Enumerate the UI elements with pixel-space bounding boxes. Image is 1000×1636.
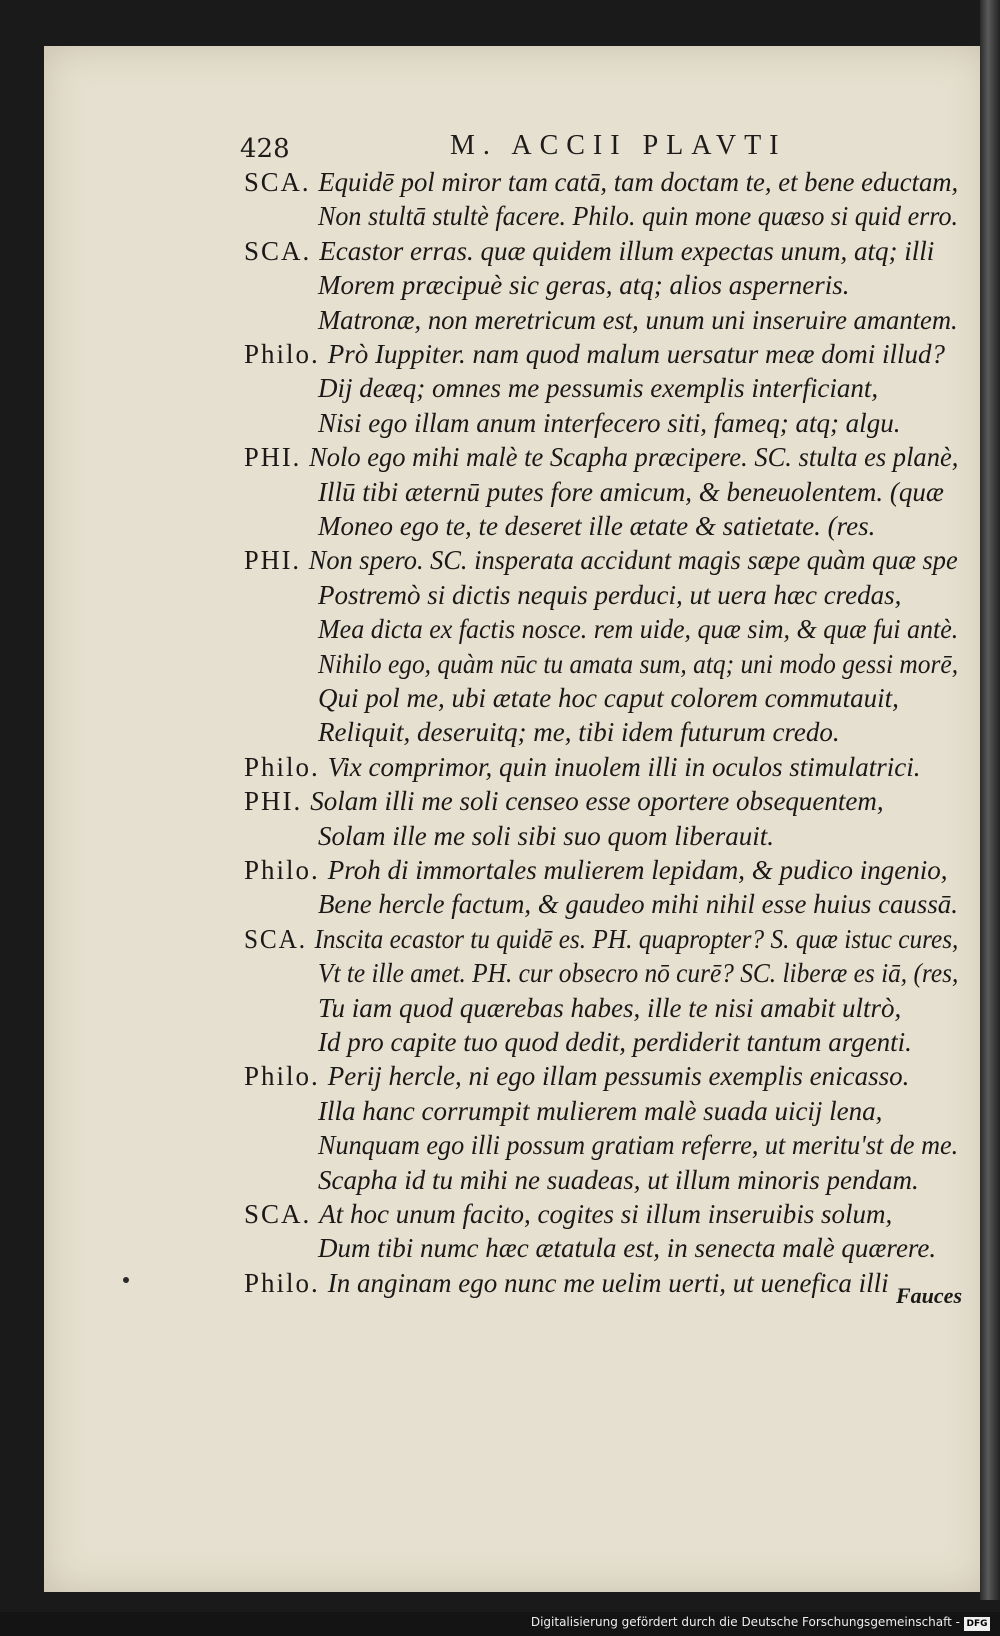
- footer-credit: Digitalisierung gefördert durch die Deutsche Forschungsgemeinschaft -: [530, 1615, 960, 1629]
- speaker-label: Philo.: [244, 1061, 320, 1092]
- digitization-footer: [0, 1612, 1000, 1636]
- text-line: [244, 338, 945, 370]
- verse-text: Solam illi me soli censeo esse oportere obsequentem,: [310, 786, 884, 817]
- speaker-label: SCA.: [244, 1199, 312, 1229]
- verse-text: Vix comprimor, quin inuolem illi in oculos stimulatrici.: [327, 751, 921, 782]
- verse-text: Dum tibi numc hæc ætatula est, in senecta malè quærere.: [318, 1233, 937, 1264]
- text-line: [318, 1232, 936, 1264]
- text-line: [244, 751, 921, 783]
- text-line: [318, 579, 901, 611]
- text-line: [244, 923, 958, 955]
- verse-text: Qui pol me, ubi ætate hoc caput colorem commutauit,: [318, 683, 899, 713]
- speaker-label: SCA.: [244, 923, 307, 954]
- text-line: [244, 235, 934, 267]
- text-line: [318, 648, 958, 680]
- verse-text: Id pro capite tuo quod dedit, perdiderit tantum argenti.: [318, 1027, 912, 1057]
- text-line: [318, 372, 878, 404]
- verse-text: Bene hercle factum, & gaudeo mihi nihil esse huius caussā.: [318, 889, 958, 920]
- text-line: [318, 1095, 882, 1127]
- text-line: [318, 992, 901, 1024]
- verse-text: Nolo ego mihi malè te Scapha præcipere. SC. stulta es planè,: [309, 442, 959, 473]
- verse-text: Nihilo ego, quàm nūc tu amata sum, atq; uni modo gessi morē,: [318, 648, 959, 679]
- text-line: [318, 1026, 912, 1058]
- text-line: [318, 613, 958, 645]
- page-header: [240, 130, 800, 170]
- verse-text: At hoc unum facito, cogites si illum inseruibis solum,: [319, 1199, 893, 1229]
- text-line: [318, 200, 958, 232]
- speaker-label: PHI.: [244, 442, 302, 473]
- text-line: [244, 441, 958, 473]
- verse-text: Mea dicta ex factis nosce. rem uide, quæ sim, & quæ fui antè.: [318, 614, 959, 645]
- text-line: [244, 166, 958, 198]
- folio-number: 428: [240, 134, 290, 164]
- text-line: [244, 854, 947, 886]
- verse-text: Illa hanc corrumpit mulierem malè suada uicij lena,: [318, 1095, 883, 1126]
- verse-text: Scapha id tu mihi ne suadeas, ut illum minoris pendam.: [318, 1164, 919, 1195]
- verse-text: Equidē pol miror tam catā, tam doctam te, et bene eductam,: [318, 167, 959, 197]
- verse-text: Tu iam quod quærebas habes, ille te nisi amabit ultrò,: [318, 992, 902, 1023]
- text-line: [244, 1198, 892, 1230]
- verse-text: Dij deæq; omnes me pessumis exemplis interficiant,: [318, 373, 879, 404]
- text-line: [318, 269, 849, 301]
- speaker-label: PHI.: [244, 786, 303, 817]
- speaker-label: SCA.: [244, 167, 311, 197]
- speaker-label: PHI.: [244, 545, 301, 576]
- speaker-label: Philo.: [244, 339, 320, 369]
- verse-text: Solam ille me soli sibi suo quom liberauit.: [318, 820, 774, 851]
- verse-text: Proh di immortales mulierem lepidam, & pudico ingenio,: [327, 855, 948, 885]
- verse-text: Vt te ille amet. PH. cur obsecro nō curē? SC. liberæ es iā, (res,: [318, 958, 959, 989]
- text-line: [244, 544, 958, 576]
- text-line: [318, 888, 958, 920]
- verse-text: Inscita ecastor tu quidē es. PH. quapropter? S. quæ istuc cures,: [314, 923, 959, 954]
- ink-spot: [123, 1277, 129, 1283]
- verse-text: Illū tibi æternū putes fore amicum, & beneuolentem. (quæ: [318, 476, 944, 507]
- speaker-label: Philo.: [244, 1267, 320, 1298]
- text-line: [318, 1164, 919, 1196]
- verse-text: Non spero. SC. insperata accidunt magis sæpe quàm quæ spe: [308, 545, 958, 576]
- speaker-label: Philo.: [244, 855, 320, 885]
- verse-text: Postremò si dictis nequis perduci, ut uera hæc credas,: [318, 579, 902, 610]
- verse-text: Perij hercle, ni ego illam pessumis exemplis enicasso.: [327, 1061, 910, 1092]
- verse-text: Nisi ego illam anum interfecero siti, fameq; atq; algu.: [318, 407, 901, 438]
- text-line: [318, 1129, 958, 1161]
- verse-text: Matronæ, non meretricum est, unum uni inseruire amantem.: [318, 304, 958, 335]
- verse-text: Prò Iuppiter. nam quod malum uersatur meæ domi illud?: [327, 339, 946, 369]
- speaker-label: Philo.: [244, 751, 320, 782]
- text-line: [318, 476, 944, 508]
- dfg-logo: DFG: [964, 1617, 990, 1631]
- text-line: [318, 716, 840, 748]
- running-title: M. ACCII PLAVTI: [450, 130, 787, 161]
- text-line: [244, 1060, 909, 1092]
- verse-text: Reliquit, deseruitq; me, tibi idem futurum credo.: [318, 717, 840, 748]
- text-line: [318, 407, 900, 439]
- verse-text: Nunquam ego illi possum gratiam referre, ut meritu'st de me.: [318, 1130, 959, 1161]
- text-line: [318, 820, 774, 852]
- verse-text: Moneo ego te, te deseret ille ætate & satietate. (res.: [318, 511, 876, 541]
- text-line: [244, 1267, 889, 1299]
- text-line: [318, 510, 875, 542]
- verse-text: Morem præcipuè sic geras, atq; alios asperneris.: [318, 270, 850, 301]
- book-spine: [980, 0, 1000, 1600]
- verse-text: In anginam ego nunc me uelim uerti, ut uenefica illi: [327, 1267, 889, 1298]
- verse-text: Ecastor erras. quæ quidem illum expectas unum, atq; illi: [319, 235, 935, 266]
- text-line: [318, 304, 958, 336]
- text-line: [244, 785, 884, 817]
- verse-text: Non stultā stultè facere. Philo. quin mone quæso si quid erro.: [318, 201, 959, 232]
- text-line: [318, 682, 899, 714]
- speaker-label: SCA.: [244, 235, 312, 266]
- catchword: Fauces: [896, 1283, 962, 1308]
- text-line: [318, 957, 958, 989]
